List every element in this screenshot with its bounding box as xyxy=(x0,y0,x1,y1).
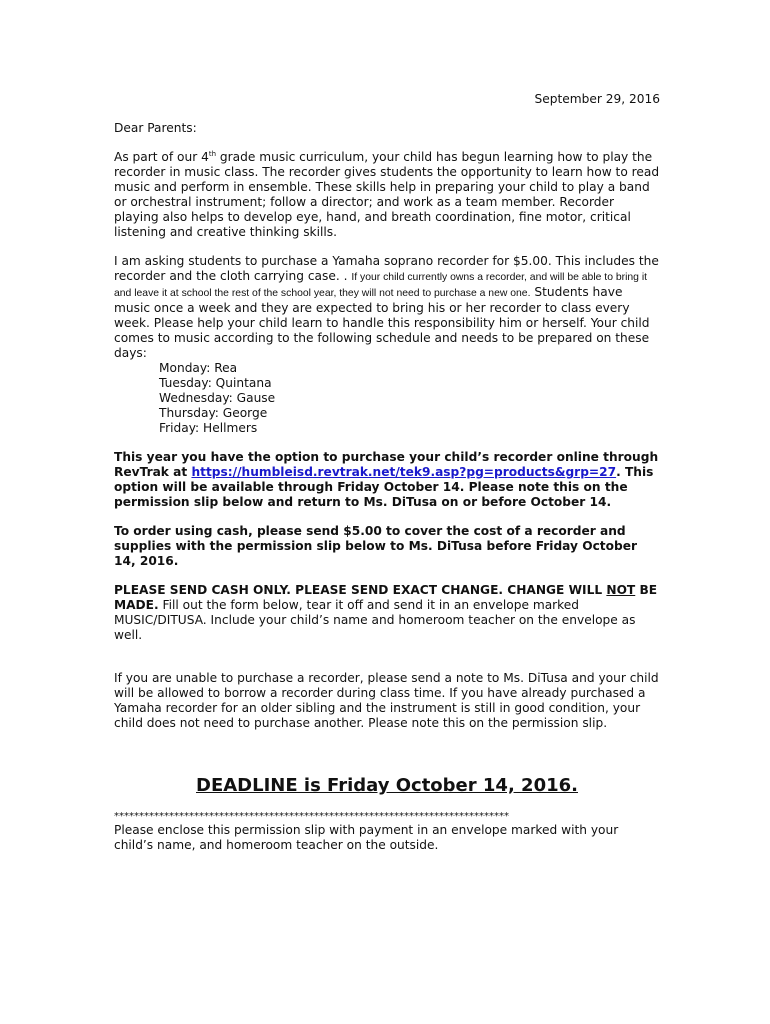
schedule-item: Tuesday: Quintana xyxy=(159,376,272,390)
schedule-item: Thursday: George xyxy=(159,406,268,420)
schedule-item: Friday: Hellmers xyxy=(159,421,258,435)
schedule-item: Wednesday: Gause xyxy=(159,391,276,405)
purchase-owned-note: If your child currently owns a recorder, and will be able to bring it and leave it at school the rest of the school year, they will not need to purchase a new one. xyxy=(114,272,648,299)
deadline-heading: DEADLINE is Friday October 14, 2016. xyxy=(196,775,578,796)
revtrak-link[interactable]: https://humbleisd.revtrak.net/tek9.asp?pg=products&grp=27 xyxy=(191,465,617,479)
letter-date: September 29, 2016 xyxy=(534,92,660,106)
purchase-text-end: Students have music once a week and they are expected to bring his or her recorder to class every week. Please help your child learn to handle this responsibility him or herself. Your child comes to music according to the following schedule and needs to be prepared on these days: xyxy=(114,285,650,360)
online-text-start: This year you have the option to purchase your child’s recorder online through RevTrak at xyxy=(114,450,659,479)
be-made-notice: BE MADE. xyxy=(114,583,658,612)
cash-rules-instructions: Fill out the form below, tear it off and send it in an envelope marked MUSIC/DITUSA. Include your child’s name and homeroom teacher on the envelope as well. xyxy=(114,598,636,642)
paragraph-cash-rules xyxy=(114,583,660,643)
salutation: Dear Parents: xyxy=(114,121,197,135)
letter xyxy=(114,92,660,853)
footer-instructions: Please enclose this permission slip with payment in an envelope marked with your child’s name, and homeroom teacher on the outside. xyxy=(114,823,619,852)
music-schedule xyxy=(114,361,660,436)
paragraph-curriculum xyxy=(114,150,660,240)
schedule-item: Monday: Rea xyxy=(159,361,238,375)
not-emphasis: NOT xyxy=(606,583,636,597)
ordinal-suffix: th xyxy=(208,149,217,158)
cash-only-notice: PLEASE SEND CASH ONLY. PLEASE SEND EXACT CHANGE. CHANGE WILL xyxy=(114,583,607,597)
paragraph-borrow: If you are unable to purchase a recorder, please send a note to Ms. DiTusa and your child will be allowed to borrow a recorder during class time. If you have already purchased a Yamaha recorder for an older sibling and the instrument is still in good condition, your child does not need to purchase another. Please note this on the permission slip. xyxy=(114,671,659,730)
curriculum-text-end: grade music curriculum, your child has begun learning how to play the recorder in music class. The recorder gives students the opportunity to learn how to read music and perform in ensemble. These skills help in preparing your child to play a band or orchestral instrument; follow a director; and work as a team member. Recorder playing also helps to develop eye, hand, and breath coordination, fine motor, critical listening and creative thinking skills. xyxy=(114,150,660,239)
paragraph-purchase xyxy=(114,254,660,361)
tear-line: ******************************************************************************* xyxy=(114,811,509,822)
online-text-end: . This option will be available through Friday October 14. Please note this on the permission slip below and return to Ms. DiTusa on or before October 14. xyxy=(114,465,654,509)
curriculum-text-start: As part of our 4 xyxy=(114,150,209,164)
paragraph-cash-order: To order using cash, please send $5.00 to cover the cost of a recorder and supplies with the permission slip below to Ms. DiTusa before Friday October 14, 2016. xyxy=(114,524,637,568)
purchase-text-start: I am asking students to purchase a Yamaha soprano recorder for $5.00. This includes the recorder and the cloth carrying case. . xyxy=(114,254,659,283)
paragraph-online-option xyxy=(114,450,660,510)
